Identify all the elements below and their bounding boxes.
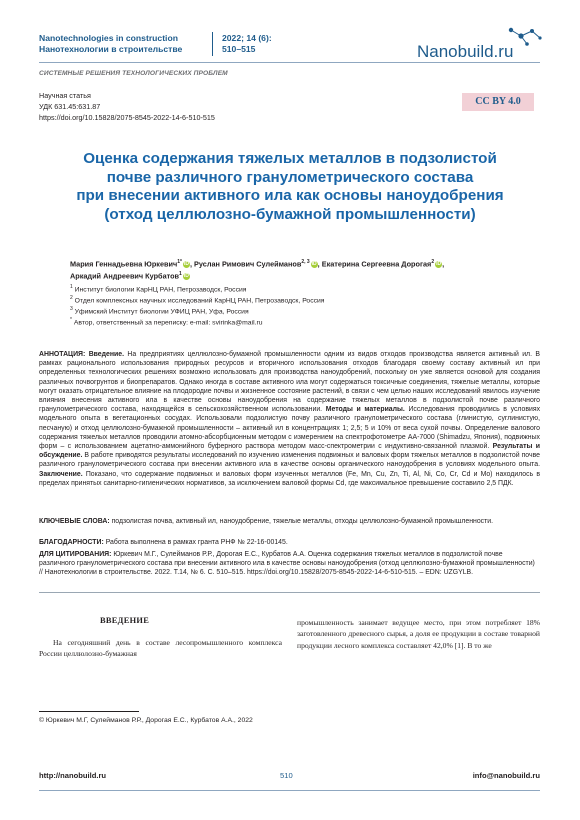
abstract-results-label: Результаты и обсуждение. xyxy=(39,443,540,460)
abstract-methods-label: Методы и материалы. xyxy=(325,406,405,414)
udc-code: УДК 631.45:631.87 xyxy=(39,102,101,111)
author-name: Мария Геннадьевна Юркевич xyxy=(70,259,178,269)
footer-email[interactable]: info@nanobuild.ru xyxy=(472,771,540,780)
page-number: 510 xyxy=(280,771,293,780)
author-name: Руслан Римович Сулейманов xyxy=(194,259,302,269)
journal-title-en: Nanotechnologies in construction xyxy=(39,33,178,43)
abstract-conclusion-label: Заключение. xyxy=(39,470,83,478)
affiliation: $^1$ Институт биологии КарНЦ РАН, Петрозаводск, Россия xyxy=(70,284,247,294)
section-name: СИСТЕМНЫЕ РЕШЕНИЯ ТЕХНОЛОГИЧЕСКИХ ПРОБЛЕМ xyxy=(39,70,228,77)
title-line: почве различного гранулометрического состава xyxy=(106,168,474,186)
journal-title xyxy=(39,33,182,55)
issue-pages: 510–515 xyxy=(222,44,256,54)
citation xyxy=(39,550,540,578)
affiliation: $^3$ Уфимский Институт биологии УФИЦ РАН, Уфа, Россия xyxy=(70,306,249,316)
abstract-methods: Исследования проводились в условиях модельного опыта в вегетационных сосудах. Использовали подзолистую почву различного гранулометрического состава (глинистую, суглинистую, песчаную) и отход целлюлозно-бумажной промышленности – активный ил в концентрациях 1; 2,5; 5 и 10% от веса сухой почвы. Определение валового содержания тяжелых металлов проводили атомно-абсорбционным методом с измерением на спектрофотометре AA-7000 (Shimadzu, Япония), подвижных форм – с использованием ацетатно-аммонийного буферного раствора методом масс-спектрометрии с индуктивно-связанной плазмой. xyxy=(39,406,541,451)
orcid-icon[interactable]: iD xyxy=(183,261,189,267)
title-line: Оценка содержания тяжелых металлов в подзолистой xyxy=(83,150,497,167)
issue-info xyxy=(222,33,272,55)
footer-rule xyxy=(39,790,540,791)
citation-text: Юркевич М.Г., Сулейманов Р.Р., Дорогая Е.С., Курбатов А.А. Оценка содержания тяжелых металлов в подзолистой почве различного гранулометрического состава при внесении активного ила в качестве основы наноудобрения (отход целлюлозно-бумажной промышленности) // Нанотехнологии в строительстве. 2022. Т.14, № 6. С. 510–515. https://doi.org/10.15828/2075-8545-2022-14-6-510-515. – EDN: UZGYLB. xyxy=(39,551,535,577)
body-column-left: На сегодняшний день в составе лесопромышленного комплекса России целлюлозно-бумажная xyxy=(39,638,282,659)
author-name: Аркадий Андреевич Курбатов xyxy=(70,271,180,281)
keywords-text: подзолистая почва, активный ил, наноудобрение, тяжелые металлы, отходы целлюлозно-бумажной промышленности. xyxy=(111,518,494,525)
corresponding-author: * Автор, ответственный за переписку: e-mail: svirinka@mail.ru xyxy=(70,317,263,327)
abstract-label: АННОТАЦИЯ: xyxy=(39,351,86,358)
issue-number: 2022; 14 (6): xyxy=(222,33,272,43)
nanobuild-logo xyxy=(415,24,545,66)
abstract xyxy=(39,350,540,488)
abstract-intro: На предприятиях целлюлозно-бумажной промышленности одним из видов отходов производства является активный ил. В рамках рационального использования природных ресурсов и вторичного использования отходов благодаря своему составу активный ил при определенных технологических решениях возможно использовать для производства наноудобрений, поскольку он уже является основой для создания различных почвогрунтов и биопрепаратов. Однако иногда в составе активного ила могут содержаться токсичные соединения, тяжелые металлы, которые могут оказать отрицательное влияние на плодородие почвы и жизненное состояние растений, в связи с чем целью наших исследований явилось изучение влияния внесения активного ила в качестве основы наноудобрения на содержание тяжелых металлов в подзолистой почве различного гранулометрического состава, находящейся в сельскохозяйственном использовании. xyxy=(39,351,540,414)
molecule-icon xyxy=(511,30,540,44)
journal-title-ru: Нанотехнологии в строительстве xyxy=(39,44,183,54)
keywords xyxy=(39,517,540,526)
author-sup: 1* xyxy=(177,259,182,265)
author-name: Екатерина Сергеевна Дорогая xyxy=(321,259,432,269)
acknowledgements xyxy=(39,538,540,547)
citation-label: ДЛЯ ЦИТИРОВАНИЯ: xyxy=(39,551,112,558)
header-divider xyxy=(212,32,213,56)
authors: Мария Геннадьевна Юркевич$^{1*}$ iD, Руслан Римович Сулейманов$^{2, 3}$ iD, Екатерина Сергеевна Дорогая$^2$ iD, Аркадий Андреевич Курбатов$^1$ iD xyxy=(70,259,445,281)
orcid-icon[interactable]: iD xyxy=(436,261,442,267)
logo-text: Nanobuild.ru xyxy=(417,42,514,61)
orcid-icon[interactable]: iD xyxy=(311,261,317,267)
article-type: Научная статья xyxy=(39,91,91,100)
header-rule xyxy=(39,62,540,63)
affiliation: $^2$ Отдел комплексных научных исследований КарНЦ РАН, Петрозаводск, Россия xyxy=(70,295,325,305)
keywords-label: КЛЮЧЕВЫЕ СЛОВА: xyxy=(39,518,110,525)
abstract-results: В работе приводятся результаты исследований по изучению изменения подвижных и валовых форм тяжелых металлов в подзолистой почве различного гранулометрического состава при внесении активного ила в качестве основы органического наноудобрения в условиях модельного опыта. xyxy=(39,452,540,469)
orcid-icon[interactable]: iD xyxy=(183,273,189,280)
article-title xyxy=(40,150,540,224)
footer-url[interactable]: http://nanobuild.ru xyxy=(39,771,107,780)
author-sup: 2 xyxy=(431,259,435,265)
doi-link[interactable]: https://doi.org/10.15828/2075-8545-2022-14-6-510-515 xyxy=(39,113,215,122)
section-heading: ВВЕДЕНИЕ xyxy=(100,616,150,625)
author-sup: 2, 3 xyxy=(301,259,310,265)
title-line: (отход целлюлозно-бумажной промышленности) xyxy=(104,205,476,223)
title-line: при внесении активного ила как основы наноудобрения xyxy=(76,187,504,204)
acknowledgements-label: БЛАГОДАРНОСТИ: xyxy=(39,539,104,546)
abstract-intro-label: Введение. xyxy=(88,351,124,358)
acknowledgements-text: Работа выполнена в рамках гранта РНФ № 22-16-00145. xyxy=(105,539,288,546)
author-sup: 1 xyxy=(179,271,182,278)
copyright: © Юркевич М.Г, Сулейманов Р.Р., Дорогая Е.С., Курбатов А.А., 2022 xyxy=(39,717,253,724)
abstract-divider xyxy=(39,592,540,593)
body-column-right: промышленность занимает ведущее место, при этом потребляет 18% заготовленного древесного сырья, а доля ее продукции в составе товарной продукции лесного комплекса составляет 42,0% [1]. В то же xyxy=(297,618,540,650)
abstract-conclusion: Показано, что содержание подвижных и валовых форм изученных металлов (Fe, Mn, Cu, Zn, Ti, Al, Ni, Co, Cr, Cd и Mo) находилось в пределах принятых санитарно-гигиенических нормативов, за исключением валовой формы Cd, где максимальное превышение составило 2,5 ПДК. xyxy=(39,470,540,487)
footnote-rule xyxy=(39,711,139,712)
license-badge[interactable]: CC BY 4.0 xyxy=(462,93,534,111)
